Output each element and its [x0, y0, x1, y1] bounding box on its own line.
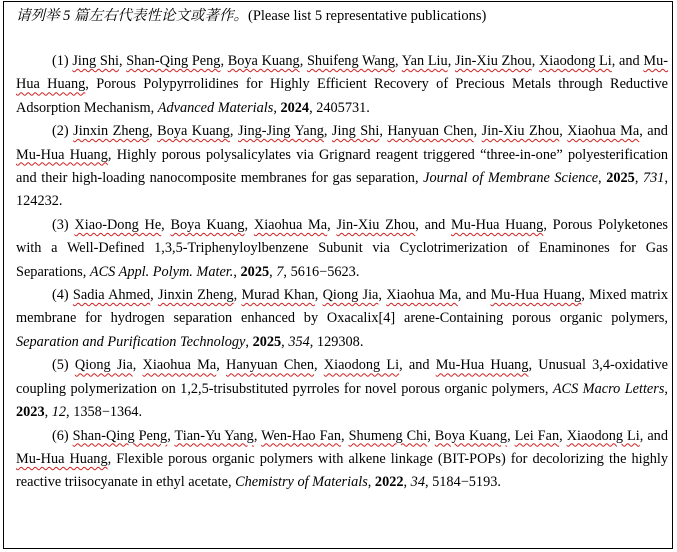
author-name: Xiaohua Ma	[253, 216, 328, 233]
paper-title: Unusual 3,4-oxidative coupling polymerization on 1,2,5-trisubstituted pyrroles for novel porous organic polymers	[16, 357, 668, 397]
author-name: Shan-Qing Peng	[72, 427, 168, 444]
author-name: Xiaodong Li	[538, 53, 612, 69]
author-name: Hanyuan Chen	[387, 123, 474, 140]
pub-year: 2025	[240, 263, 270, 280]
publication-entry: (2) Jinxin Zheng, Boya Kuang, Jing-Jing Yang, Jing Shi, Hanyuan Chen, Jin-Xiu Zhou, Xiaohua Ma, and Mu-Hua Huang, Highly porous polysalicylates via Grignard reagent triggered “three-in-one” polyesterification and their high-loading nanocomposite membranes for gas separation, Journal of Membrane Science, 2025, 731, 124232.	[16, 123, 669, 210]
author-name: Shan-Qing Peng	[126, 53, 221, 69]
author-name: Qiong Jia	[74, 357, 133, 374]
journal-name: ACS Macro Letters	[552, 380, 665, 397]
author-name: Xiaodong Li	[323, 357, 400, 374]
author-name: Boya Kuang	[434, 427, 508, 444]
author-name: Jinxin Zheng	[73, 123, 150, 140]
author-name: Hanyuan Chen	[226, 357, 314, 374]
pub-volume: 34	[410, 474, 425, 491]
entry-number: (5)	[52, 357, 69, 374]
pub-pages: 129308	[316, 333, 360, 350]
author-name: Shuifeng Wang	[306, 53, 396, 69]
author-name: Shumeng Chi	[348, 427, 428, 444]
pub-year: 2025	[606, 170, 635, 187]
paper-title: Flexible porous organic polymers with alkene linkage (BIT-POPs) for decolorizing the highly reactive triisocyanate in ethyl acetate	[16, 450, 669, 491]
paper-title: Porous Polypyrrolidines for Highly Efficient Recovery of Precious Metals through Reductive Adsorption Mechanism	[16, 76, 669, 116]
journal-name: Separation and Purification Technology	[16, 333, 246, 350]
entry-number: (1)	[52, 53, 69, 69]
author-name: Jing-Jing Yang	[237, 123, 324, 140]
pub-year: 2024	[280, 99, 310, 116]
journal-name: Journal of Membrane Science	[423, 170, 599, 187]
author-name: Boya Kuang	[157, 123, 230, 140]
entry-number: (3)	[52, 216, 69, 233]
paper-title: Mixed matrix membrane for hydrogen separation enhanced by Oxacalix[4] arene-Containing porous organic polymers	[16, 287, 668, 327]
author-name: Jing Shi	[331, 123, 380, 140]
author-name: Murad Khan	[241, 287, 315, 304]
journal-name: Chemistry of Materials	[235, 474, 368, 491]
publication-entry: (1) Jing Shi, Shan-Qing Peng, Boya Kuang, Shuifeng Wang, Yan Liu, Jin-Xiu Zhou, Xiaodong Li, and Mu-Hua Huang, Porous Polypyrrolidines for Highly Efficient Recovery of Precious Metals through Reductive Adsorption Mechanism, Advanced Materials, 2024, 2405731.	[16, 53, 669, 116]
publication-entry: (6) Shan-Qing Peng, Tian-Yu Yang, Wen-Hao Fan, Shumeng Chi, Boya Kuang, Lei Fan, Xiaodong Li, and Mu-Hua Huang, Flexible porous organic polymers with alkene linkage (BIT-POPs) for decolorizing the highly reactive triisocyanate in ethyl acetate, Chemistry of Materials, 2022, 34, 5184−5193.	[16, 427, 669, 491]
journal-name: Advanced Materials	[157, 99, 274, 116]
pub-volume: 12	[51, 404, 67, 421]
author-name: Jinxin Zheng	[157, 287, 234, 304]
entry-number: (2)	[52, 123, 69, 140]
author-name: Mu-Hua Huang	[435, 357, 529, 374]
publication-entry: (3) Xiao-Dong He, Boya Kuang, Xiaohua Ma, Jin-Xiu Zhou, and Mu-Hua Huang, Porous Polyketones with a Well-Defined 1,3,5-Triphenyloylbenzene Subunit via Cyclotrimerization of Enaminones for Gas Separations, ACS Appl. Polym. Mater., 2025, 7, 5616−5623.	[16, 216, 668, 280]
publication-list	[16, 50, 668, 495]
pub-year: 2025	[252, 333, 282, 350]
author-name: Yan Liu	[401, 53, 448, 69]
author-name: Jing Shi	[72, 53, 119, 69]
author-name: Tian-Yu Yang	[174, 427, 254, 444]
author-name: Xiao-Dong He	[74, 216, 162, 233]
author-name: Boya Kuang	[227, 53, 300, 69]
pub-pages: 124232	[16, 193, 59, 210]
header-label-en: (Please list 5 representative publications)	[248, 8, 487, 24]
pub-volume: 354	[288, 333, 310, 350]
author-name: Xiaohua Ma	[567, 123, 640, 140]
publication-entry: (4) Sadia Ahmed, Jinxin Zheng, Murad Khan, Qiong Jia, Xiaohua Ma, and Mu-Hua Huang, Mixed matrix membrane for hydrogen separation enhanced by Oxacalix[4] arene-Containing porous organic polymers, Separation and Purification Technology, 2025, 354, 129308.	[16, 287, 668, 350]
pub-volume: 7	[276, 263, 284, 280]
author-name: Xiaodong Li	[566, 427, 640, 444]
author-name: Jin-Xiu Zhou	[336, 216, 416, 233]
prompt-header	[16, 6, 486, 26]
author-name: Mu-Hua Huang	[16, 450, 108, 467]
author-name: Mu-Hua Huang	[16, 53, 668, 93]
author-name: Mu-Hua Huang	[451, 216, 544, 233]
author-name: Xiaohua Ma	[386, 287, 458, 304]
author-name: Mu-Hua Huang	[16, 146, 108, 163]
author-name: Qiong Jia	[322, 287, 379, 304]
pub-year: 2023	[16, 404, 45, 421]
author-name: Sadia Ahmed	[72, 287, 151, 304]
header-label-cn: 请列举 5 篇左右代表性论文或著作。	[16, 8, 248, 24]
publication-box	[3, 1, 673, 549]
author-name: Jin-Xiu Zhou	[481, 123, 560, 140]
author-name: Xiaohua Ma	[142, 357, 217, 374]
pub-pages: 1358−1364	[73, 404, 139, 421]
entry-number: (4)	[52, 287, 69, 304]
author-name: Jin-Xiu Zhou	[454, 53, 532, 69]
pub-pages: 5616−5623	[290, 263, 356, 280]
pub-pages: 5184−5193	[432, 474, 498, 491]
pub-year: 2022	[374, 474, 404, 491]
author-name: Lei Fan	[514, 427, 560, 444]
paper-title: Porous Polyketones with a Well-Defined 1,3,5-Triphenyloylbenzene Subunit via Cyclotrimerization of Enaminones for Gas Separations	[16, 216, 668, 280]
pub-volume: 731	[642, 170, 665, 187]
entry-number: (6)	[52, 427, 69, 444]
author-name: Mu-Hua Huang	[490, 287, 582, 304]
publication-entry: (5) Qiong Jia, Xiaohua Ma, Hanyuan Chen, Xiaodong Li, and Mu-Hua Huang, Unusual 3,4-oxidative coupling polymerization on 1,2,5-trisubstituted pyrroles for novel porous organic polymers, ACS Macro Letters, 2023, 12, 1358−1364.	[16, 357, 668, 421]
pub-pages: 2405731	[316, 99, 367, 116]
paper-title: Highly porous polysalicylates via Grignard reagent triggered “three-in-one” polyesterification and their high-loading nanocomposite membranes for gas separation	[16, 146, 669, 187]
author-name: Boya Kuang	[170, 216, 245, 233]
journal-name: ACS Appl. Polym. Mater.	[89, 263, 234, 280]
author-name: Wen-Hao Fan	[261, 427, 342, 444]
